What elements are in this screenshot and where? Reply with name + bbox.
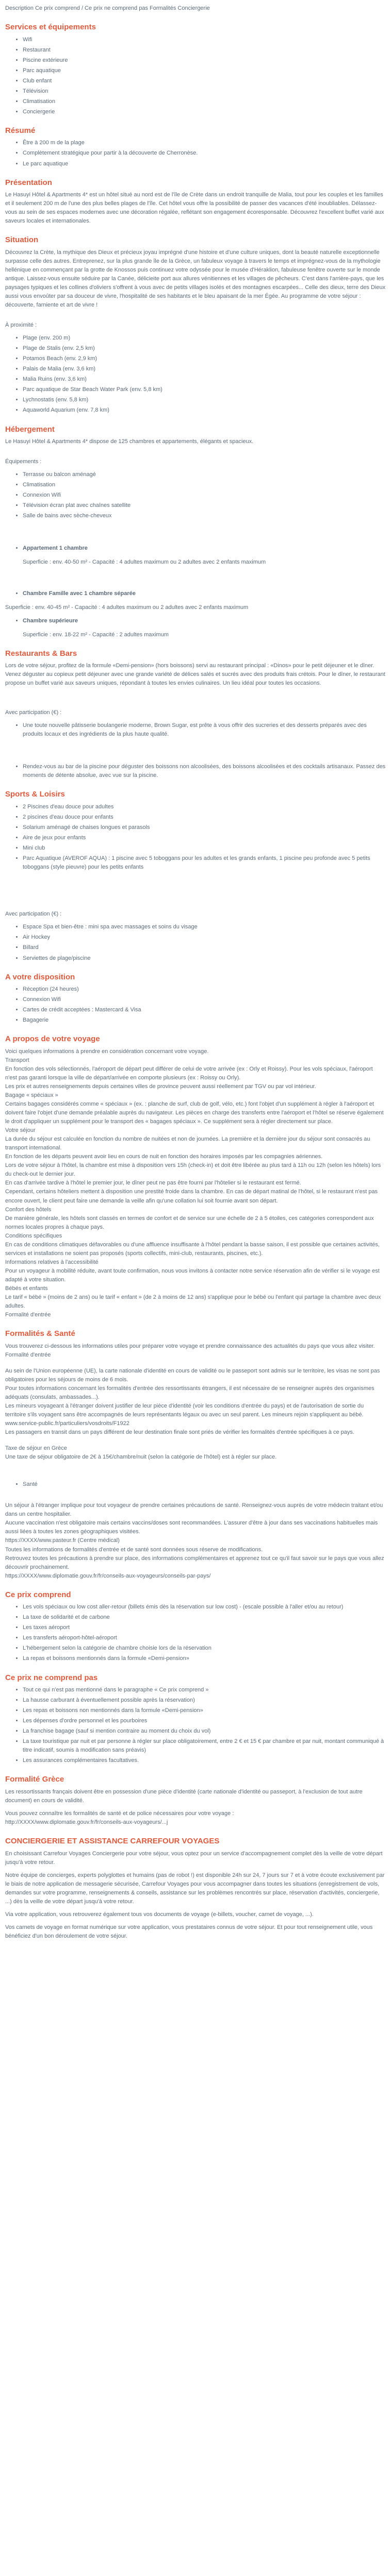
- list-item: • Les transferts aéroport-hôtel-aéroport: [23, 1634, 386, 1642]
- list-item: • La taxe touristique par nuit et par personne à régler sur place obligatoirement, entre 2 € et 15 € par chambre et par nuit, montant communiqué à titre indicatif, soumis à modification sans préavis): [23, 1737, 386, 1755]
- formalites-para: Les passagers en transit dans un pays différent de leur destination finale sont priés de vérifier les formalités d'entrée spécifiques à ce pays.: [5, 1429, 354, 1436]
- ne-comprend-list: [5, 1686, 386, 1765]
- room-name: Chambre supérieure: [23, 617, 78, 624]
- list-item: • Réception (24 heures): [23, 985, 386, 994]
- list-item: • Restaurant: [23, 46, 386, 55]
- services-list: [5, 36, 386, 116]
- list-item: • Le parc aquatique: [23, 160, 386, 168]
- room-desc: Superficie : env. 40-45 m² - Capacité : 4 adultes maximum ou 2 adultes avec 2 enfants maximum: [5, 604, 249, 611]
- list-item: • Conciergerie: [23, 108, 386, 116]
- room-list: [5, 589, 386, 598]
- list-item: • Les repas et boissons non mentionnés dans la formule «Demi-pension»: [23, 1706, 386, 1715]
- list-item: • Malia Ruins (env. 3,6 km): [23, 375, 386, 384]
- situation-title: Situation: [5, 235, 39, 245]
- propos-para: Conditions spécifiques: [5, 1232, 62, 1239]
- list-item: • La repas et boissons mentionnés dans la formule «Demi-pension»: [23, 1654, 386, 1663]
- room-item: [23, 589, 386, 598]
- list-item: • Parc aquatique: [23, 66, 386, 75]
- list-item: • Billard: [23, 943, 386, 952]
- ne-comprend-title: Ce prix ne comprend pas: [5, 1673, 98, 1682]
- sports-list: [5, 803, 386, 872]
- list-item: • Connexion Wifi: [23, 995, 386, 1004]
- room-list: [5, 617, 386, 625]
- formalites-body: [5, 1342, 386, 1462]
- list-item: • Parc Aquatique (AVEROF AQUA) : 1 piscine avec 5 toboggans pour les adultes et les grands enfants, 1 piscine peu profonde avec 5 petits toboggans (style pieuvre) pour les petits enfants: [23, 854, 386, 872]
- presentation-text: Le Hasuyi Hôtel & Apartments 4* est un hôtel situé au nord est de l'île de Crète dans un endroit tranquille de Malia, tout pour les couples et les familles et il seulement 200 m de l'une des plus belles plages de l'île. Cet hôtel vous offre la possibilité de passer des vacances d'été inoubliables. Délassez-vous au sein de ses espaces modernes avec une décoration régalée, reflétant son engagement écoresponsable. Découvrez l'excellent buffet varié aux saveurs locales et internationales.: [5, 192, 384, 225]
- list-item: • Lychnostatis (env. 5,8 km): [23, 396, 386, 404]
- list-item: • Santé: [23, 1480, 386, 1489]
- propos-para: Informations relatives à l'accessibilité: [5, 1259, 99, 1265]
- list-item: • La hausse carburant à éventuellement possible après la réservation): [23, 1696, 386, 1705]
- list-item: • Plage de Stalis (env. 2,5 km): [23, 344, 386, 353]
- list-item: • Parc aquatique de Star Beach Water Park (env. 5,8 km): [23, 385, 386, 394]
- propos-para: Le tarif « bébé » (moins de 2 ans) ou le tarif « enfant » (de 2 à moins de 12 ans) s'applique pour le bébé ou l'enfant qui partage la chambre avec deux adultes.: [5, 1294, 381, 1310]
- formalites-link[interactable]: www.service-public.fr/particuliers/vosdroits/F1922: [5, 1420, 129, 1427]
- sante-list: [5, 1480, 386, 1489]
- list-item: • Tout ce qui n'est pas mentionné dans le paragraphe « Ce prix comprend »: [23, 1686, 386, 1694]
- list-item: • L'hébergement selon la catégorie de chambre choisie lors de la réservation: [23, 1644, 386, 1653]
- list-item: • Les taxes aéroport: [23, 1623, 386, 1632]
- list-item: • Connexion Wifi: [23, 491, 386, 500]
- list-item: • Piscine extérieure: [23, 56, 386, 65]
- propos-para: Votre séjour: [5, 1127, 36, 1134]
- room-item: [23, 544, 386, 553]
- restaurants-list: [5, 762, 386, 780]
- propos-para: En cas de conditions climatiques défavorables ou d'une affluence insuffisante à l'hôtel pendant la basse saison, il est possible que certaines activités, services et installations ne soient pas proposés (sports collectifs, mini-club, restaurants, piscines, etc.).: [5, 1241, 380, 1257]
- list-item: • Rendez-vous au bar de la piscine pour déguster des boissons non alcoolisées, des boissons alcoolisées et des cocktails artisanaux. Passez des moments de détente absolue, avec vue sur la piscine.: [23, 762, 386, 780]
- list-item: • Salle de bains avec sèche-cheveux: [23, 512, 386, 520]
- propos-para: En fonction des vols sélectionnés, l'aéroport de départ peut différer de celui de votre arrivée (ex : Orly et Roissy). Pour les vols spéciaux, l'aéroport n'est pas garanti lorsque la ville de départ/arrivée en comporte plusieurs (ex : Roissy ou Orly).: [5, 1065, 373, 1081]
- list-item: • Palais de Malia (env. 3,6 km): [23, 365, 386, 374]
- propos-para: Voici quelques informations à prendre en considération concernant votre voyage.: [5, 1048, 209, 1055]
- propos-para: La durée du séjour est calculée en fonction du nombre de nuitées et non de journées. La première et la dernière jour du séjour sont consacrés au transport international.: [5, 1136, 370, 1151]
- list-item: • Bagagerie: [23, 1016, 386, 1025]
- sports-paid-label: Avec participation (€) :: [5, 911, 62, 918]
- list-item: • Complètement stratégique pour partir à la découverte de Cherronèse.: [23, 149, 386, 158]
- room-desc: Superficie : env. 18-22 m² - Capacité : 2 adultes maximum: [23, 631, 169, 638]
- list-item: • 2 piscines d'eau douce pour enfants: [23, 813, 386, 822]
- list-item: • Les dépenses d'ordre personnel et les pourboires: [23, 1717, 386, 1725]
- sante-link[interactable]: https://XXXX/www.pasteur.fr (Centre médical): [5, 1537, 120, 1544]
- list-item: • Plage (env. 200 m): [23, 334, 386, 343]
- formalites-para: Vous trouverez ci-dessous les informations utiles pour préparer votre voyage et prendre connaissance des actualités du pays que vous allez visiter.: [5, 1343, 375, 1349]
- restaurants-list: [5, 721, 386, 739]
- list-item: • Être à 200 m de la plage: [23, 139, 386, 147]
- propos-para: De manière générale, les hôtels sont classés en termes de confort et de service sur une échelle de 2 à 5 étoiles, ces catégories correspondent aux normes locales propres à chaque pays.: [5, 1215, 374, 1230]
- room-name: Appartement 1 chambre: [23, 545, 88, 552]
- equipment-label: Équipements :: [5, 459, 42, 465]
- list-item: • Les vols spéciaux ou low cost aller-retour (billets émis dès la réservation sur low cost) - (escale possible à l'aller et/ou au retour): [23, 1603, 386, 1612]
- proximity-label: À proximité :: [5, 322, 37, 329]
- list-item: • Cartes de crédit acceptées : Mastercard & Visa: [23, 1006, 386, 1014]
- proximity-list: [5, 334, 386, 415]
- propos-para: Transport: [5, 1057, 29, 1063]
- formalites-para: Au sein de l'Union européenne (UE), la carte nationale d'identité en cours de validité ou le passeport sont admis sur le territoire, les visas ne sont pas obligatoires pour les séjours de moins de 6 mois.: [5, 1367, 380, 1383]
- conciergerie-text: En choisissant Carrefour Voyages Conciergerie pour votre séjour, vous optez pour un service d'accompagnement complet dès la veille de votre départ jusqu'à votre retour.: [5, 1850, 383, 1866]
- sante-text: Aucune vaccination n'est obligatoire mais certains vaccins/doses sont recommandées. L'assurer d'être à jour dans ses vaccinations habituelles mais aussi liées à toutes les zones géographiques visitées.: [5, 1520, 378, 1535]
- situation-text: Découvrez la Crète, la mythique des Dieux et précieux joyau imprégné d'une histoire et d'une culture uniques, dont la beauté naturelle exceptionnelle surpasse celle des autres. Entreprenez, sur la plus grande île de la Grèce, un fabuleux voyage à travers le temps et imprégnez-vous de la mythologie hellénique en commençant par la grotte de Knossos puis continuez votre odyssée pour le musée d'Héraklion, fabuleuse fenêtre ouverte sur le monde antique. Laissez-vous ensuite séduire par la Canée, délicieite port aux allures vénitiennes et les villages de pêcheurs. C'est dans l'arrière-pays, que les paysages typiques et les collines d'oliviers s'offrent à vous avec de petits villages isolés et des montagnes escarpées... Celle des dieux, terre des Dieux aussi vous envoûter par sa douceur de vivre, l'hospitalité de ses habitants et le bleu apaisant de la mer Égée. Au programme de votre séjour : découverte, farniente et art de vivre !: [5, 249, 386, 309]
- room-list: [5, 544, 386, 553]
- propos-para: En cas d'arrivée tardive à l'hôtel le premier jour, le dîner peut ne pas être fourni par l'hôtelier si le restaurant est fermé.: [5, 1180, 301, 1187]
- propos-para: Bébés et enfants: [5, 1285, 48, 1292]
- propos-para: Pour un voyageur à mobilité réduite, avant toute confirmation, nous vous invitons à contacter notre service réservation afin de vérifier si le voyage est adapté à votre situation.: [5, 1267, 380, 1283]
- list-item: • Une toute nouvelle pâtisserie boulangerie moderne, Brown Sugar, est prête à vous offrir des sucreries et des desserts préparés avec des produits locaux et des ingrédients de la plus haute qualité.: [23, 721, 386, 739]
- list-item: • Télévision écran plat avec chaînes satellite: [23, 501, 386, 510]
- list-item: • Serviettes de plage/piscine: [23, 954, 386, 963]
- restaurants-text: Lors de votre séjour, profitez de la formule «Demi-pension» (hors boissons) servi au restaurant principal : «Dinos» pour le petit déjeuner et le dîner. Venez déguster au copieux petit déjeuner avec une grande variété de délices salés et sucrés avec des produits frais crétois. Pour le dîner, le restaurant propose un buffet varié aux saveurs uniques, répondant à toutes les envies culinaires. Un lieu idéal pour toutes les occasions.: [5, 663, 385, 687]
- disposition-list: [5, 985, 386, 1025]
- conciergerie-text: Via votre application, vous retrouverez également tous vos documents de voyage (e-billets, voucher, carnet de voyage, ...).: [5, 1911, 314, 1918]
- list-item: • Climatisation: [23, 97, 386, 106]
- conciergerie-text: Vos carnets de voyage en format numérique sur votre application, vous prestataires connus de votre séjour. Et pour tout renseignement utile, vous bénéficiez d'un bon déroulement de votre séjour.: [5, 1924, 373, 1939]
- sante-link[interactable]: https://XXXX/www.diplomatie.gouv.fr/fr/conseils-aux-voyageurs/conseils-par-pays/: [5, 1572, 211, 1579]
- list-item: • La taxe de solidarité et de carbone: [23, 1613, 386, 1622]
- formalites-para: Taxe de séjour en Grèce: [5, 1445, 67, 1452]
- list-item: • Club enfant: [23, 77, 386, 86]
- propos-title: A propos de votre voyage: [5, 1035, 100, 1044]
- conciergerie-title: CONCIERGERIE ET ASSISTANCE CARREFOUR VOYAGES: [5, 1837, 220, 1846]
- sports-title: Sports & Loisirs: [5, 790, 65, 799]
- formalite-grece-text: Vous pouvez connaître les formalités de santé et de police nécessaires pour votre voyage :: [5, 1810, 234, 1817]
- list-item: • Terrasse ou balcon aménagé: [23, 470, 386, 479]
- propos-para: Formalité d'entrée: [5, 1312, 51, 1318]
- list-item: • Les assurances complémentaires facultatives.: [23, 1756, 386, 1765]
- propos-para: En fonction de les départs peuvent avoir lieu en cours de nuit en fonction des horaires imposés par les compagnies aériennes.: [5, 1154, 323, 1160]
- comprend-list: [5, 1603, 386, 1663]
- list-item: • Solarium aménagé de chaises longues et parasols: [23, 823, 386, 832]
- formalites-para: Pour toutes informations concernant les formalités d'entrée des ressortissants étrangers, il est nécessaire de se renseigner auprès des organismes adéquats (consulats, ambassades...).: [5, 1385, 374, 1400]
- disposition-title: A votre disposition: [5, 972, 75, 981]
- list-item: • Air Hockey: [23, 933, 386, 942]
- hebergement-text: Le Hasuyi Hôtel & Apartments 4* dispose de 125 chambres et appartements, élégants et spacieux.: [5, 438, 254, 445]
- propos-para: Les prix et autres renseignements depuis certaines villes de province peuvent aussi réellement par TGV ou par vol intérieur.: [5, 1083, 316, 1090]
- formalite-grece-link[interactable]: http://XXXX/www.diplomatie.gouv.fr/fr/conseils-aux-voyageurs/...j: [5, 1819, 168, 1826]
- formalites-para: Les mineurs voyageant à l'étranger doivent justifier de leur pièce d'identité (voir les conditions d'entrée du pays) et de l'autorisation de sortie du territoire s'ils voyagent sans être accompagnés de leurs représentants légaux ou avec un seul parent. Les mineurs rejoin s'appliquent au bébé.: [5, 1402, 364, 1418]
- formalite-grece-title: Formalité Grèce: [5, 1775, 64, 1784]
- formalites-title: Formalités & Santé: [5, 1329, 75, 1338]
- list-item: • 2 Piscines d'eau douce pour adultes: [23, 803, 386, 811]
- restaurants-paid-label: Avec participation (€) :: [5, 709, 62, 716]
- tab-nav-line: Description Ce prix comprend / Ce prix ne comprend pas Formalités Conciergerie: [5, 5, 210, 11]
- formalite-grece-text: Les ressortissants français doivent être en possession d'une pièce d'identité (carte nationale d'identité ou passeport, à l'exclusion de tout autre document) en cours de validité.: [5, 1788, 363, 1804]
- room-name: Chambre Famille avec 1 chambre séparée: [23, 590, 136, 597]
- list-item: • Wifi: [23, 36, 386, 44]
- list-item: • Aquaworld Aquarium (env. 7,8 km): [23, 406, 386, 415]
- presentation-title: Présentation: [5, 178, 52, 187]
- propos-para: Bagage « spéciaux »: [5, 1092, 58, 1098]
- formalites-para: Formalité d'entrée: [5, 1351, 51, 1358]
- comprend-title: Ce prix comprend: [5, 1590, 71, 1599]
- restaurants-title: Restaurants & Bars: [5, 649, 77, 658]
- propos-para: Cependant, certains hôteliers mettent à disposition une prestité froide dans la chambre. En cas de départ matinal de l'hôtel, si le restaurant n'est pas encore ouvert, le client peut faire une demande la veille afin qu'une collation lui soit fournie avant son départ.: [5, 1189, 378, 1204]
- sante-text: Retrouvez toutes les précautions à prendre sur place, des informations complémentaires et apprenez tout ce qu'il faut savoir sur le pays que vous allez découvrir prochainement.: [5, 1555, 384, 1570]
- propos-para: Certains bagages considérés comme « spéciaux » (ex. : planche de surf, club de golf, vélo, etc.) font l'objet d'un supplément à régler à l'aéroport et doivent faire l'objet d'une demande préalable auprès du navigateur. Les pièces en charge des transferts entre l'aéroport et l'hôtel se réserve également le droit d'appliquer un supplément pour le transport des « bagages spéciaux ». Ce supplément sera à régler directement sur place.: [5, 1101, 384, 1125]
- conciergerie-text: Notre équipe de concierges, experts polyglottes et humains (pas de robot !) est disponible 24h sur 24, 7 jours sur 7 et à votre écoute exclusivement par le biais de notre application de messagerie sécurisée, Carrefour Voyages pour vous accompagner dans toutes les situations (enregistrement de vols, demandes sur votre programme, renseignements & conseils, assistance sur les problèmes rencontrés sur place, réservation d'activités, conciergerie, ...) dès la veille de votre départ jusqu'à votre retour.: [5, 1872, 385, 1905]
- room-item: [23, 617, 386, 625]
- sports-paid-list: [5, 923, 386, 962]
- sante-text: Toutes les informations de formalités d'entrée et de santé sont données sous réserve de modifications.: [5, 1546, 263, 1553]
- list-item: • Climatisation: [23, 481, 386, 489]
- list-item: • Télévision: [23, 87, 386, 96]
- propos-body: [5, 1047, 386, 1319]
- hebergement-title: Hébergement: [5, 425, 55, 434]
- propos-para: Confort des hôtels: [5, 1206, 52, 1213]
- sante-text: Un séjour à l'étranger implique pour tout voyageur de prendre certaines précautions de santé. Renseignez-vous auprès de votre médecin traitant et/ou dans un centre hospitalier.: [5, 1502, 383, 1518]
- room-desc: Superficie : env. 40-50 m² - Capacité : 4 adultes maximum ou 2 adultes avec 2 enfants maximum: [23, 559, 266, 566]
- list-item: • Espace Spa et bien-être : mini spa avec massages et soins du visage: [23, 923, 386, 931]
- equipment-list: [5, 470, 386, 520]
- services-title: Services et équipements: [5, 23, 96, 32]
- formalites-para: Une taxe de séjour obligatoire de 2€ à 15€/chambre/nuit (selon la catégorie de l'hôtel) est à régler sur place.: [5, 1454, 277, 1461]
- propos-para: Lors de votre séjour à l'hôtel, la chambre est mise à disposition vers 15h (check-in) et doit être libérée au plus tard à 11h ou 12h (selon les hôtels) lors du check-out le dernier jour.: [5, 1162, 381, 1178]
- list-item: • Aire de jeux pour enfants: [23, 834, 386, 842]
- list-item: • Mini club: [23, 844, 386, 853]
- resume-title: Résumé: [5, 126, 36, 135]
- list-item: • Potamos Beach (env. 2,9 km): [23, 354, 386, 363]
- list-item: • La franchise bagage (sauf si mention contraire au moment du choix du vol): [23, 1727, 386, 1736]
- resume-list: [5, 139, 386, 168]
